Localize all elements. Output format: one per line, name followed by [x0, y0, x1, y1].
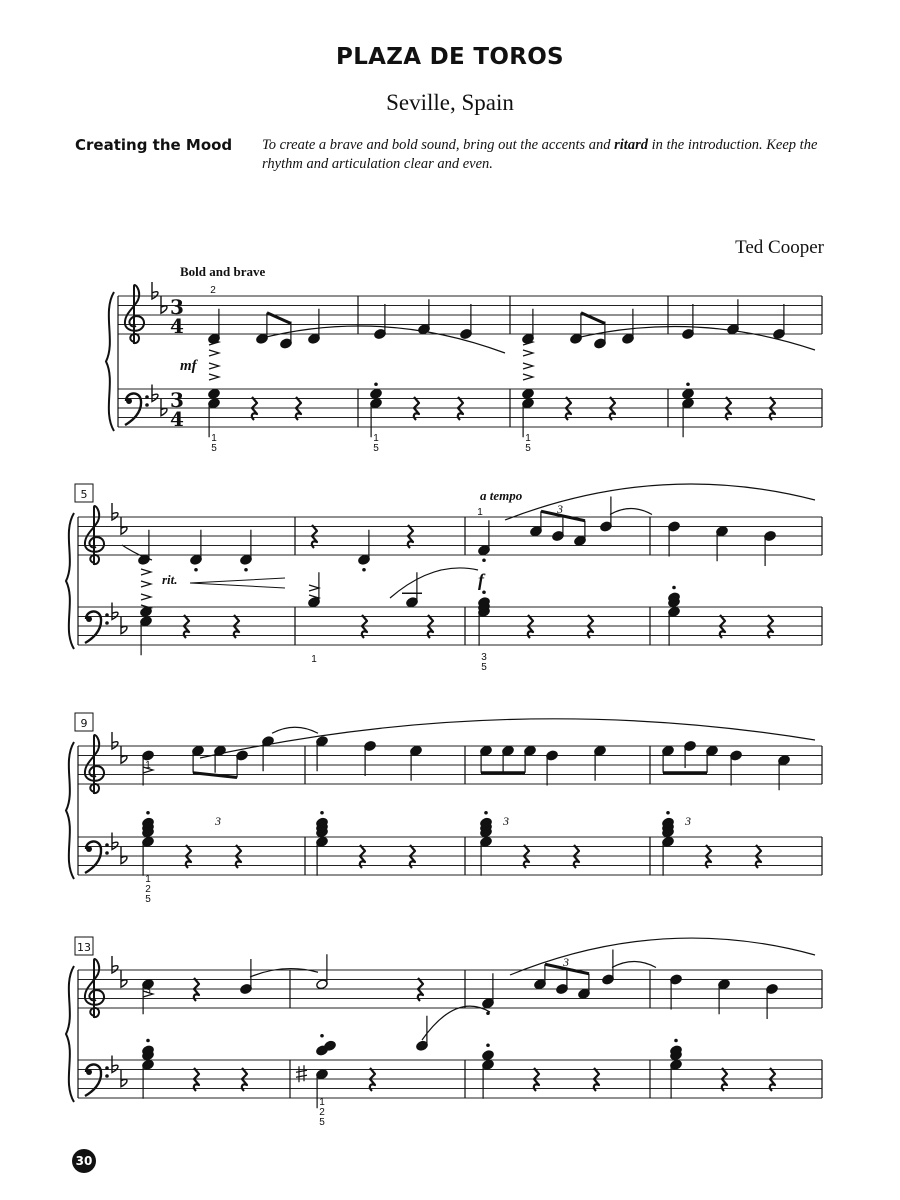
- fingering: 1: [477, 507, 483, 518]
- fingering: 1: [319, 1097, 325, 1108]
- fingering: 5: [211, 443, 217, 454]
- accent-mark: [141, 569, 151, 575]
- fingering: 5: [525, 443, 531, 454]
- fingering: 1: [145, 760, 151, 771]
- bass-clef-dot: [86, 616, 92, 622]
- triplet-number: 3: [563, 955, 569, 969]
- staccato-dot: [362, 568, 366, 572]
- fingering: 1: [373, 433, 379, 444]
- bass-clef-dot: [105, 843, 109, 847]
- slur: [422, 1006, 490, 1040]
- staccato-dot: [484, 811, 488, 815]
- triplet-number: 3: [685, 814, 691, 828]
- flat-icon: [121, 847, 127, 864]
- mood-text-emphasis: ritard: [614, 137, 648, 153]
- bass-clef-dot: [105, 621, 109, 625]
- accent-mark: [523, 374, 533, 380]
- fingering: 1: [211, 433, 217, 444]
- beam: [267, 313, 291, 324]
- flat-icon: [121, 1070, 127, 1087]
- accent-mark: [523, 363, 533, 369]
- fingering: 2: [145, 884, 151, 895]
- mood-text-start: To create a brave and bold sound, bring out the accents and: [262, 137, 615, 153]
- flat-icon: [161, 296, 167, 313]
- staccato-dot: [674, 1039, 678, 1043]
- system-brace: [66, 742, 74, 879]
- bass-clef-dot: [145, 403, 149, 407]
- bass-clef-dot: [105, 613, 109, 617]
- time-signature-top: 3: [170, 295, 184, 319]
- staccato-dot: [320, 1034, 324, 1038]
- staccato-dot: [194, 568, 198, 572]
- accent-mark: [523, 350, 533, 356]
- fingering: 2: [319, 1107, 325, 1118]
- staccato-dot: [146, 1039, 150, 1043]
- staccato-dot: [482, 558, 486, 562]
- mood-text-end: in the introduction. Keep the rhythm and articulation clear and even.: [262, 137, 818, 172]
- flat-icon: [121, 517, 127, 534]
- decrescendo-hairpin: [190, 578, 285, 588]
- bass-note: [482, 1050, 495, 1061]
- accent-mark: [209, 363, 219, 369]
- fingering: 3: [145, 985, 151, 996]
- fingering: 1: [311, 654, 317, 665]
- flat-icon: [121, 970, 127, 987]
- slur: [122, 545, 152, 560]
- composer-name: Ted Cooper: [735, 237, 824, 258]
- staccato-dot: [672, 586, 676, 590]
- fingering: 1: [145, 874, 151, 885]
- staccato-dot: [482, 590, 486, 594]
- staccato-dot: [146, 811, 150, 815]
- system-brace: [106, 292, 114, 431]
- bass-note: [370, 388, 383, 399]
- bass-clef-dot: [105, 1074, 109, 1078]
- accent-mark: [141, 594, 151, 600]
- triplet-number: 3: [215, 814, 221, 828]
- a-tempo: a tempo: [480, 488, 523, 503]
- measure-number: 5: [80, 488, 88, 501]
- tie: [612, 962, 656, 968]
- staccato-dot: [686, 382, 690, 386]
- bass-clef-dot: [126, 398, 132, 404]
- measure-number: 13: [77, 941, 91, 954]
- bass-clef-dot: [105, 1066, 109, 1070]
- fingering: 3: [481, 652, 487, 663]
- accent-mark: [209, 350, 219, 356]
- time-signature-bottom: 4: [170, 407, 184, 431]
- fingering: 5: [145, 894, 151, 905]
- fingering: 5: [481, 662, 487, 673]
- measure-number: 9: [80, 717, 88, 730]
- page-title: PLAZA DE TOROS: [336, 44, 564, 70]
- sharp-icon: [296, 1065, 307, 1082]
- triplet-number: 3: [557, 502, 563, 516]
- slur: [510, 938, 815, 975]
- beam: [581, 313, 605, 324]
- accent-mark: [209, 374, 219, 380]
- accent-mark: [309, 585, 319, 591]
- bass-clef-dot: [86, 846, 92, 852]
- accent-mark: [141, 581, 151, 587]
- bass-note: [208, 388, 221, 399]
- bass-note: [522, 388, 535, 399]
- dynamic-f: f: [478, 570, 484, 590]
- flat-icon: [121, 617, 127, 634]
- bass-clef-dot: [105, 851, 109, 855]
- staccato-dot: [244, 568, 248, 572]
- system-brace: [66, 966, 74, 1102]
- triplet-number: 3: [503, 814, 509, 828]
- staccato-dot: [374, 382, 378, 386]
- bass-clef-dot: [145, 395, 149, 399]
- tempo-marking: Bold and brave: [180, 264, 266, 279]
- bass-clef-dot: [86, 1069, 92, 1075]
- ritardando: rit.: [162, 572, 178, 587]
- flat-icon: [121, 746, 127, 763]
- beam: [193, 773, 237, 778]
- fingering: 1: [525, 433, 531, 444]
- bass-note: [682, 388, 695, 399]
- fingering: 5: [373, 443, 379, 454]
- time-signature-bottom: 4: [170, 314, 184, 338]
- fingering: 5: [319, 1117, 325, 1128]
- staccato-dot: [486, 1043, 490, 1047]
- mood-heading: Creating the Mood: [75, 136, 233, 154]
- fingering: 2: [210, 285, 216, 296]
- flat-icon: [161, 399, 167, 416]
- system-brace: [66, 513, 74, 649]
- tie: [610, 509, 652, 515]
- staccato-dot: [320, 811, 324, 815]
- page-subtitle: Seville, Spain: [386, 90, 514, 115]
- page-number: 30: [72, 1149, 96, 1173]
- staccato-dot: [666, 811, 670, 815]
- dynamic-mf: mf: [180, 358, 197, 374]
- time-signature-top: 3: [170, 388, 184, 412]
- tie: [272, 727, 318, 733]
